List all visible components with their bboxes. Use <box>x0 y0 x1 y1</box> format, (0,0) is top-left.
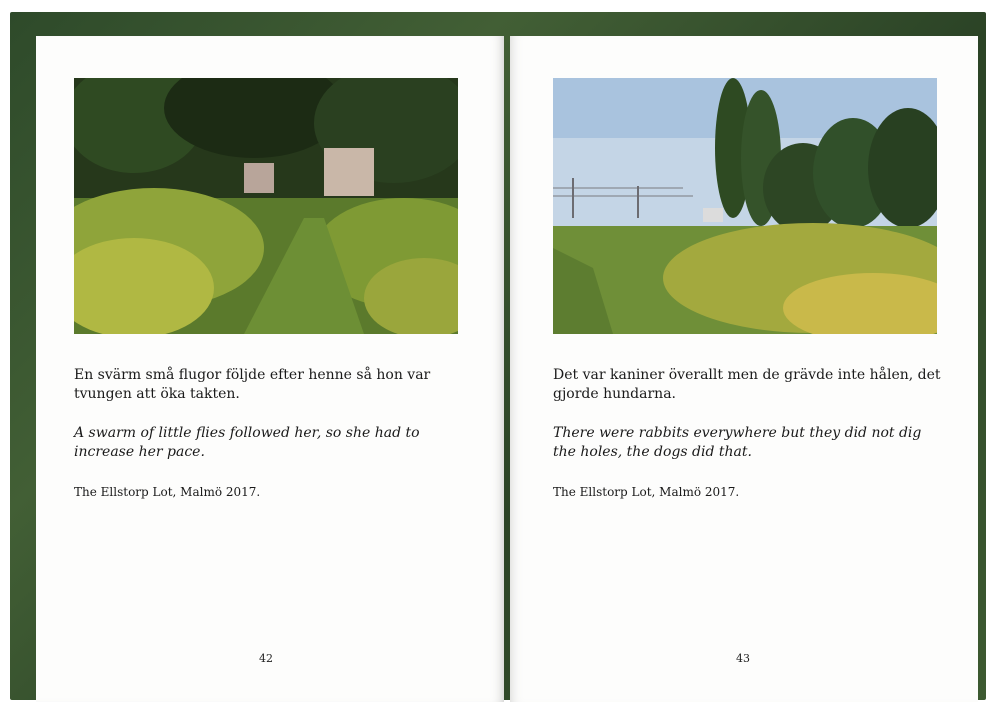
right-page <box>510 36 978 702</box>
left-page <box>36 36 504 702</box>
english-text: There were rabbits everywhere but they did not dig the holes, the dogs did that. <box>553 425 922 460</box>
photo-caption: The Ellstorp Lot, Malmö 2017. <box>74 485 261 499</box>
english-text: A swarm of little flies followed her, so she had to increase her pace. <box>74 425 420 460</box>
photo-caption: The Ellstorp Lot, Malmö 2017. <box>553 485 740 499</box>
page-number: 42 <box>259 652 273 665</box>
book-spread <box>10 12 986 700</box>
swedish-text: En svärm små flugor följde efter henne så hon var tvungen att öka takten. <box>74 367 431 402</box>
meadow-trees-photo <box>553 78 937 334</box>
page-number: 43 <box>736 652 750 665</box>
swedish-text: Det var kaniner överallt men de grävde inte hålen, det gjorde hundarna. <box>553 367 941 402</box>
overgrown-path-photo <box>74 78 458 334</box>
